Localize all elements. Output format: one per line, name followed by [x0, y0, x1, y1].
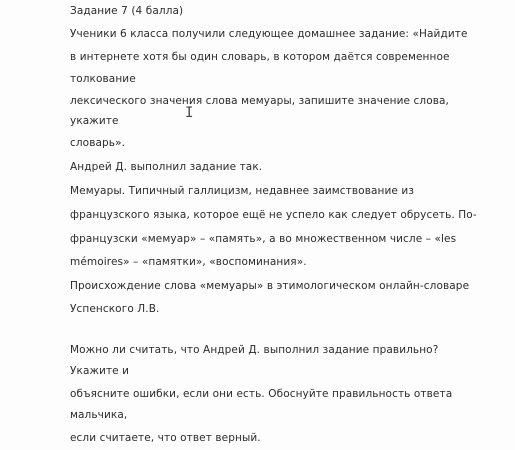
text-line: Ученики 6 класса получили следующее домашнее задание: «Найдите	[70, 28, 468, 40]
text-line: французски «мемуар» – «память», а во множественном числе – «les	[70, 233, 457, 245]
text-line: в интернете хотя бы один словарь, в котором даётся современное	[70, 51, 450, 63]
text-line: Происхождение слова «мемуары» в этимологическом онлайн-словаре	[70, 280, 470, 292]
text-line: Можно ли считать, что Андрей Д. выполнил задание правильно?	[70, 344, 439, 356]
text-line: если считаете, что ответ верный.	[70, 432, 261, 444]
task-title: Задание 7 (4 балла)	[70, 5, 184, 17]
text-line: французского языка, которое ещё не успело как следует обрусеть. По-	[70, 209, 477, 221]
text-line: mémoires» – «памятки», «воспоминания».	[70, 256, 307, 268]
text-line: Успенского Л.В.	[70, 303, 160, 315]
text-line: укажите	[70, 115, 119, 127]
text-cursor-icon: I	[185, 105, 194, 121]
text-line: лексического значения слова мемуары, запишите значение слова,	[70, 95, 449, 107]
text-line: объясните ошибки, если они есть. Обоснуйте правильность ответа	[70, 388, 453, 400]
text-line: Укажите и	[70, 365, 130, 377]
text-line: Мемуары. Типичный галлицизм, недавнее заимствование из	[70, 185, 415, 197]
text-line: мальчика,	[70, 409, 128, 421]
text-line: словарь».	[70, 137, 126, 149]
text-line: толкование	[70, 73, 136, 85]
text-line: Андрей Д. выполнил задание так.	[70, 161, 263, 173]
